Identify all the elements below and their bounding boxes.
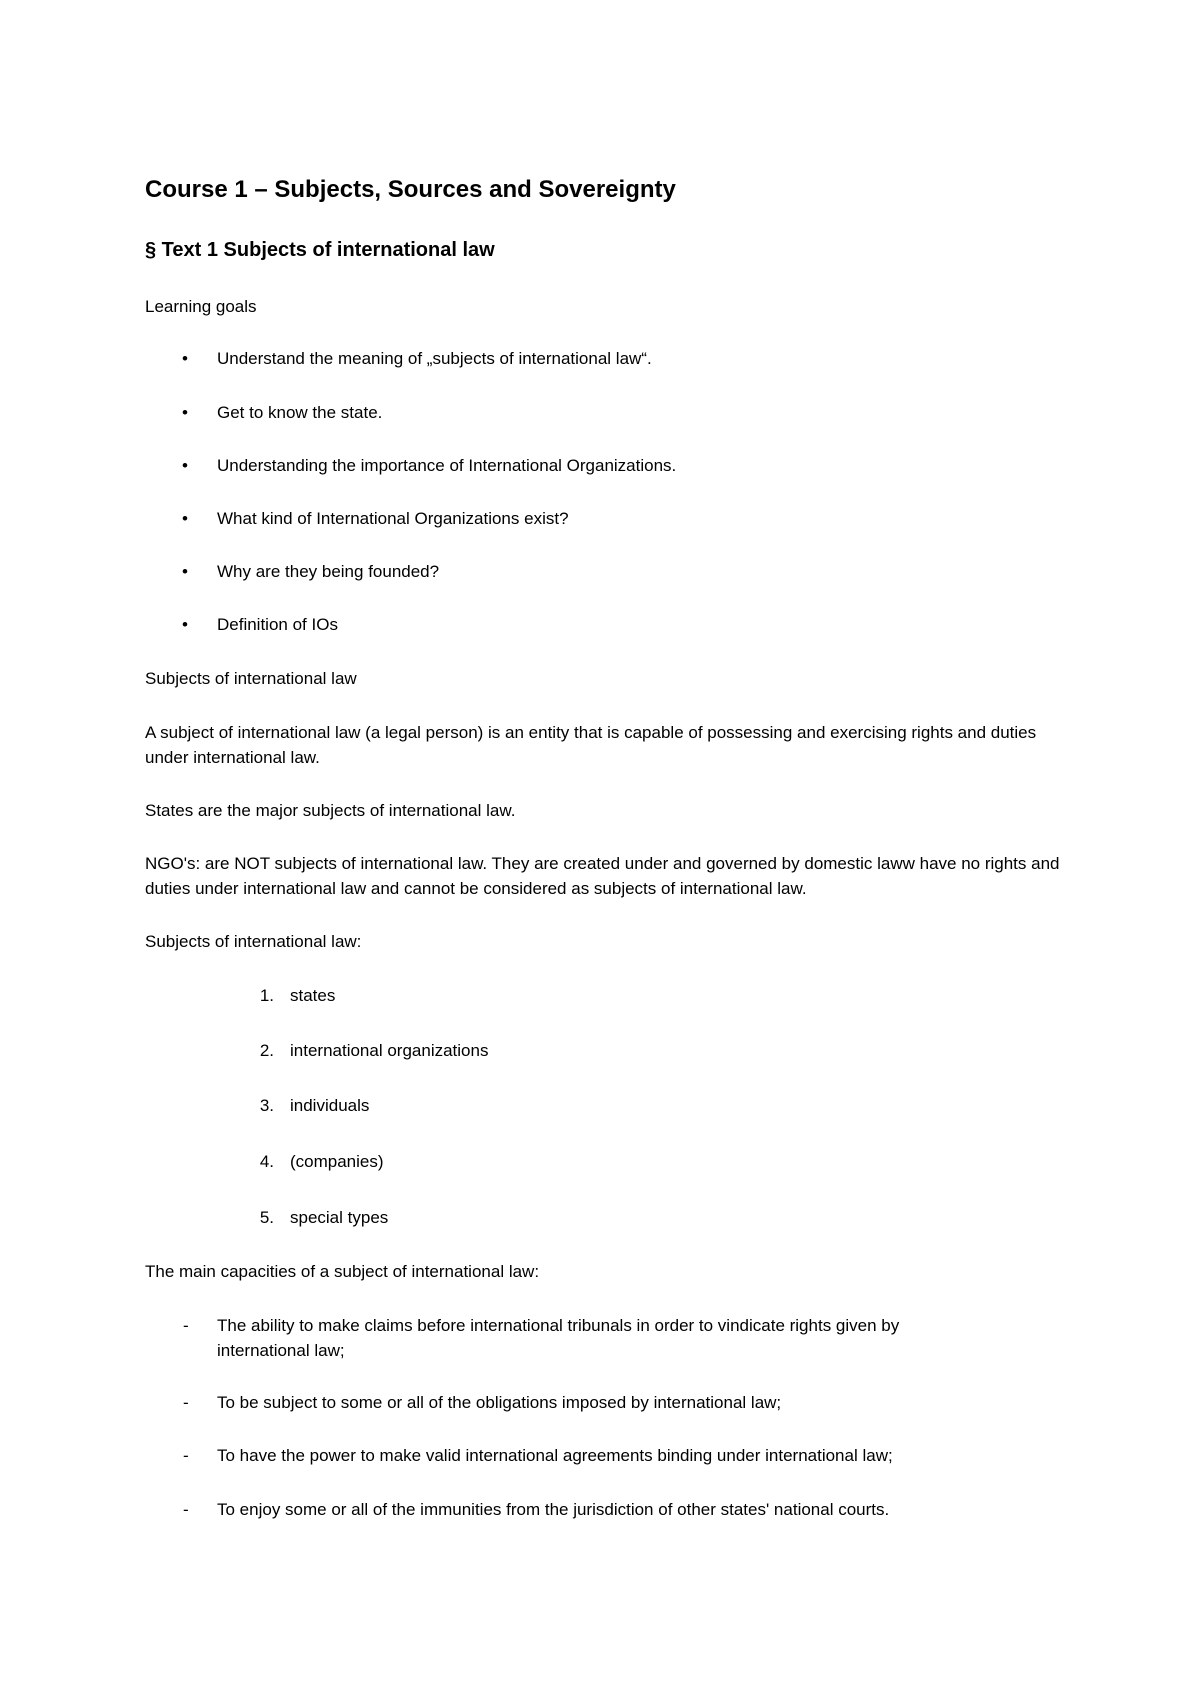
- subjects-list-label: Subjects of international law:: [145, 932, 362, 951]
- list-item: states: [290, 986, 336, 1005]
- learning-goals-label: Learning goals: [145, 297, 257, 316]
- list-item: international organizations: [290, 1041, 489, 1060]
- list-item: Definition of IOs: [217, 615, 338, 634]
- list-item: Get to know the state.: [217, 403, 383, 422]
- dash-marker: -: [183, 1316, 189, 1335]
- list-item: Understanding the importance of International Organizations.: [217, 456, 677, 475]
- subjects-heading: Subjects of international law: [145, 669, 357, 688]
- bullet-marker: •: [182, 403, 188, 422]
- bullet-marker: •: [182, 562, 188, 581]
- list-number: 1.: [259, 986, 274, 1005]
- list-number: 3.: [259, 1096, 274, 1115]
- list-item: What kind of International Organizations exist?: [217, 509, 569, 528]
- list-item: individuals: [290, 1096, 370, 1115]
- bullet-marker: •: [182, 615, 188, 634]
- capacities-label: The main capacities of a subject of international law:: [145, 1262, 540, 1281]
- list-number: 5.: [259, 1208, 274, 1227]
- ngos-paragraph: NGO's: are NOT subjects of international law. They are created under and governed by domestic laww have no rights and duties under international law and cannot be considered as subjects of international law.: [145, 854, 1060, 898]
- list-number: 2.: [259, 1041, 274, 1060]
- definition-paragraph: A subject of international law (a legal person) is an entity that is capable of possessing and exercising rights and duties under international law.: [145, 723, 1037, 767]
- list-item: Understand the meaning of „subjects of international law“.: [217, 349, 652, 368]
- dash-marker: -: [183, 1500, 189, 1519]
- states-paragraph: States are the major subjects of international law.: [145, 801, 516, 820]
- list-item: To enjoy some or all of the immunities from the jurisdiction of other states' national courts.: [217, 1500, 890, 1519]
- bullet-marker: •: [182, 509, 188, 528]
- list-number: 4.: [259, 1152, 274, 1171]
- dash-marker: -: [183, 1393, 189, 1412]
- list-item: Why are they being founded?: [217, 562, 440, 581]
- section-heading: § Text 1 Subjects of international law: [145, 239, 495, 261]
- dash-marker: -: [183, 1446, 189, 1465]
- list-item: special types: [290, 1208, 389, 1227]
- bullet-marker: •: [182, 456, 188, 475]
- list-item: To be subject to some or all of the obligations imposed by international law;: [217, 1393, 782, 1412]
- list-item: (companies): [290, 1152, 384, 1171]
- list-item: The ability to make claims before international tribunals in order to vindicate rights given by international law;: [217, 1316, 900, 1360]
- page-title: Course 1 – Subjects, Sources and Sovereignty: [145, 176, 676, 203]
- list-item: To have the power to make valid international agreements binding under international law;: [217, 1446, 893, 1465]
- bullet-marker: •: [182, 349, 188, 368]
